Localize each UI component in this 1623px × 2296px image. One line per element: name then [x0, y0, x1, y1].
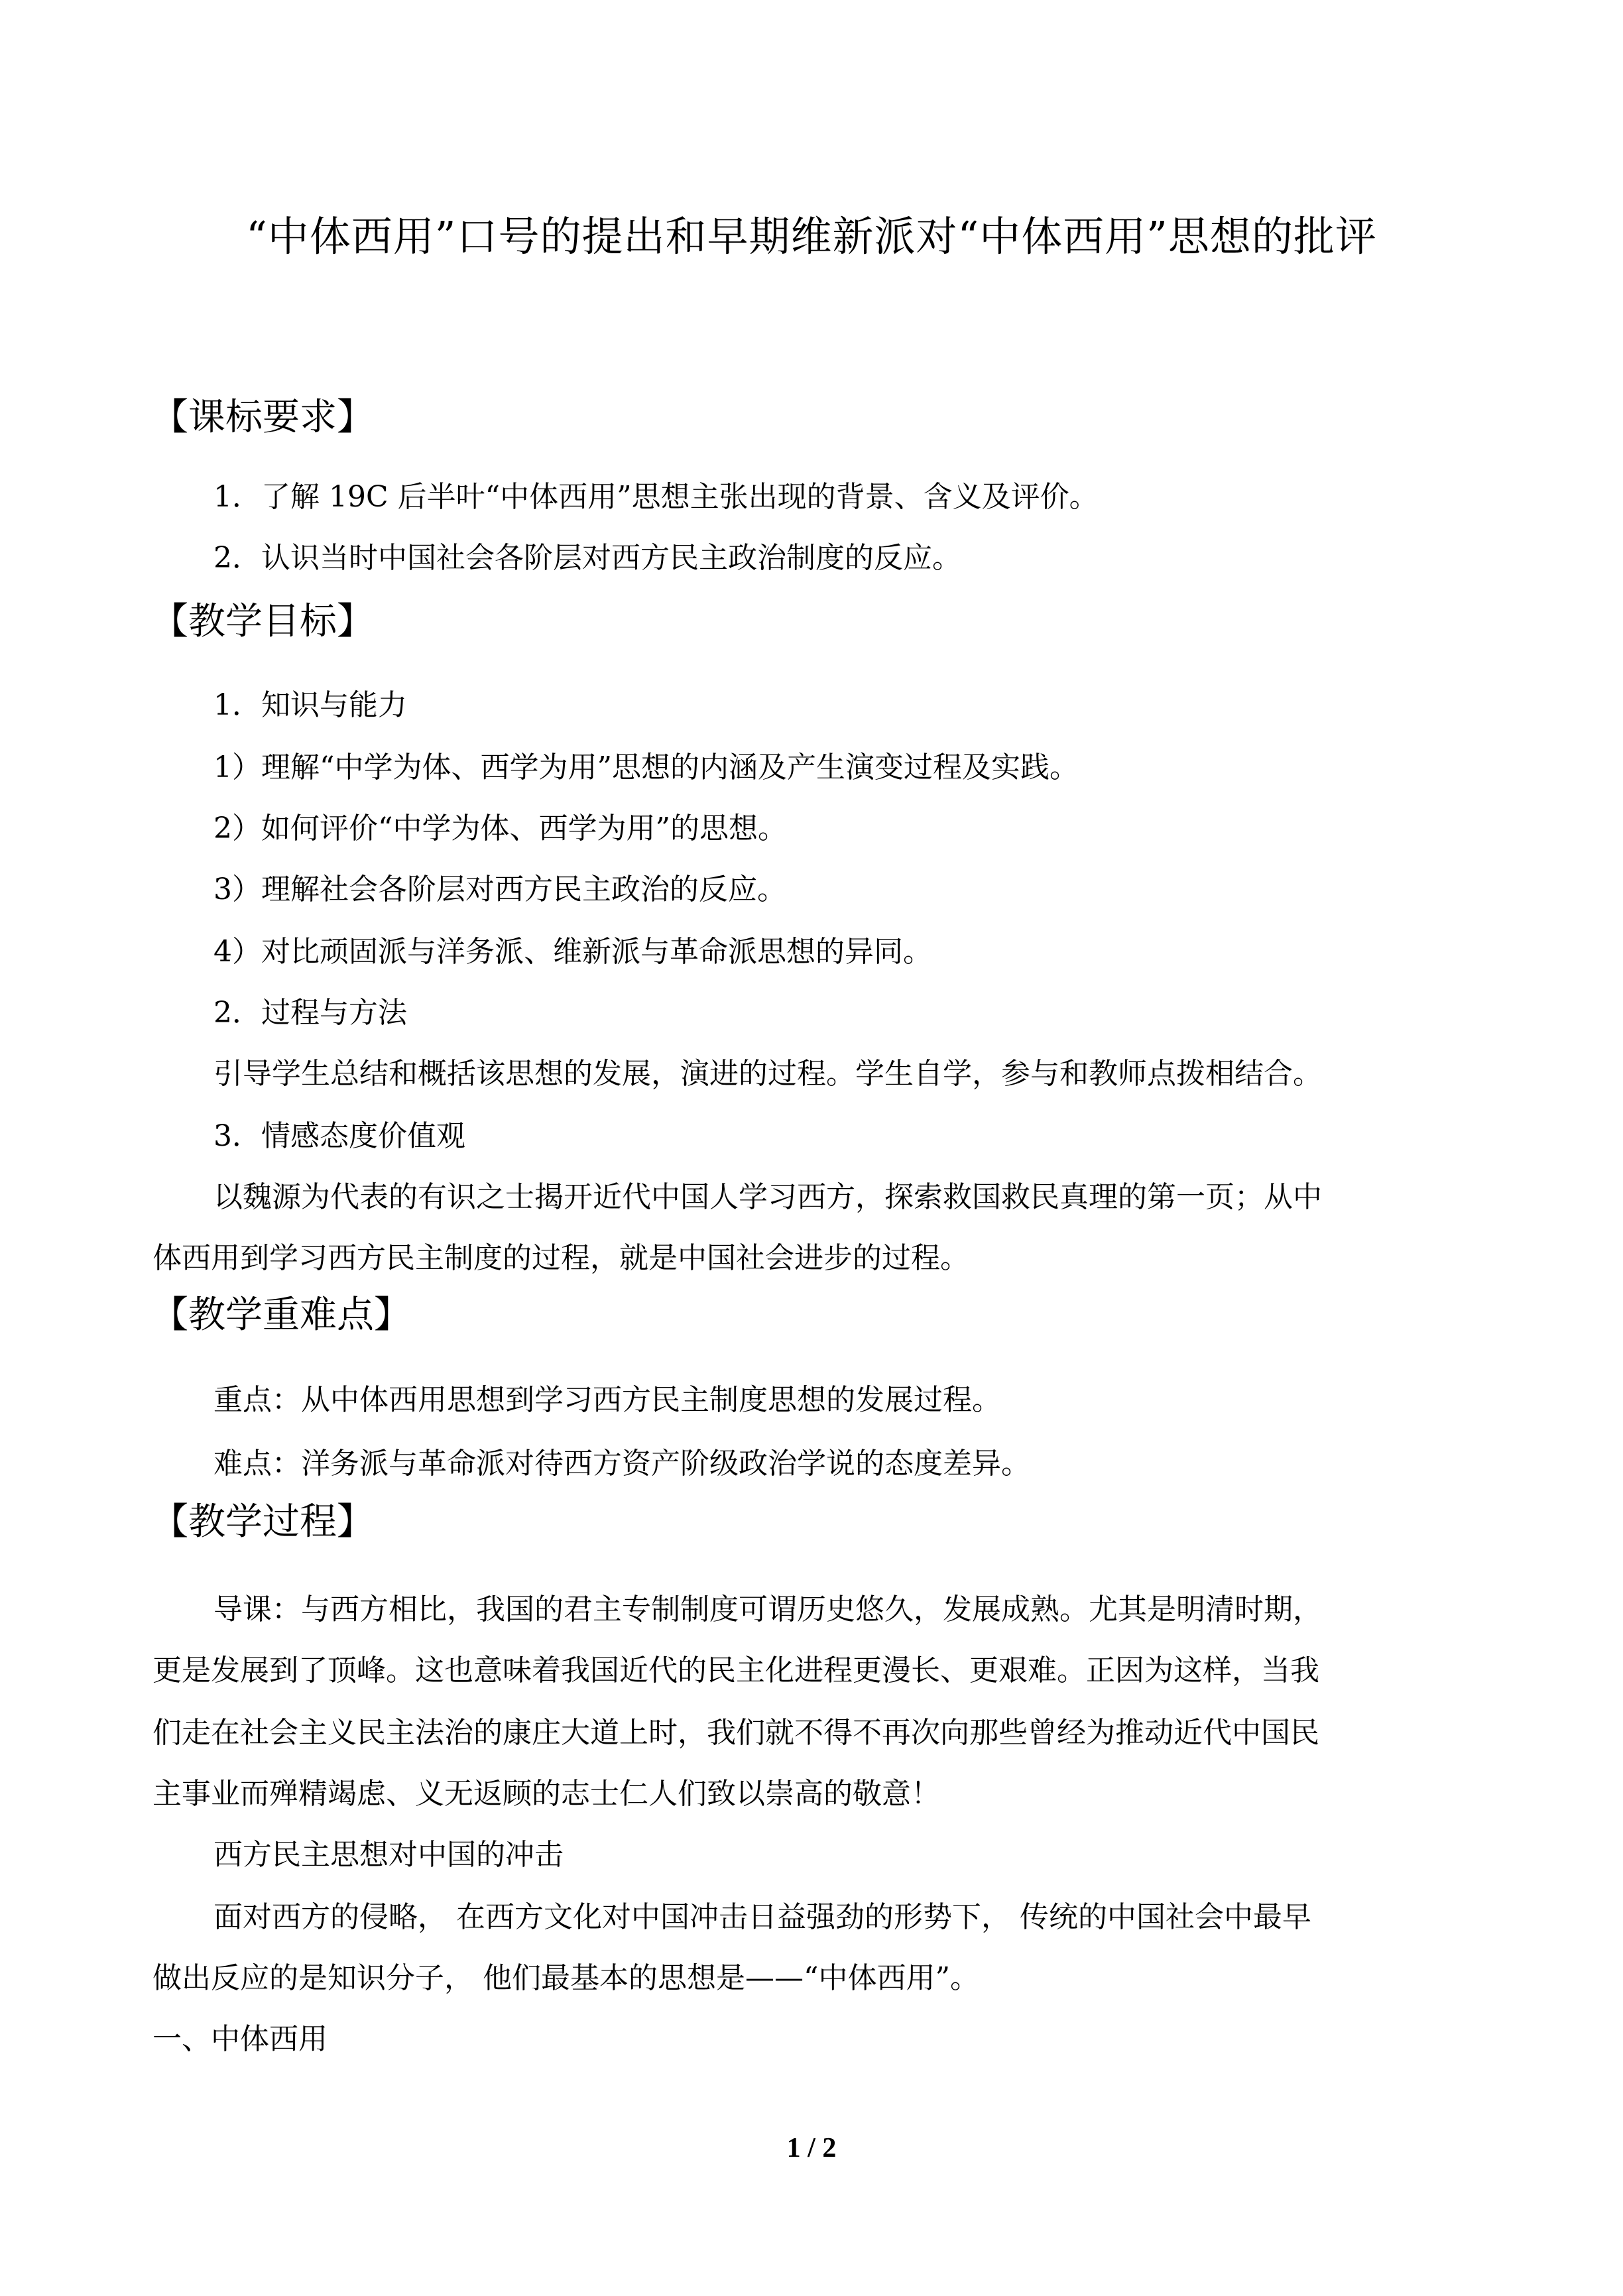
- objective-line: 1．知识与能力: [213, 688, 407, 722]
- objective-line: 3）理解社会各阶层对西方民主政治的反应。: [213, 873, 786, 906]
- page-number: 1 / 2: [786, 2133, 837, 2163]
- process-paragraph-line: 主事业而殚精竭虑、义无返顾的志士仁人们致以崇高的敬意！: [152, 1777, 940, 1811]
- objective-line: 3．情感态度价值观: [213, 1119, 465, 1153]
- process-paragraph-line: 做出反应的是知识分子， 他们最基本的思想是——“中体西用”。: [152, 1961, 979, 1995]
- section-heading-objectives: 【教学目标】: [151, 600, 374, 643]
- process-paragraph-line: 更是发展到了顶峰。这也意味着我国近代的民主化进程更漫长、更艰难。正因为这样，当我: [152, 1654, 1319, 1687]
- objective-line: 2．过程与方法: [213, 996, 407, 1030]
- page-title: “中体西用”口号的提出和早期维新派对“中体西用”思想的批评: [246, 212, 1377, 261]
- curriculum-item: 1．了解 19C 后半叶“中体西用”思想主张出现的背景、含义及评价。: [213, 480, 1099, 514]
- section-heading-curriculum: 【课标要求】: [151, 396, 374, 439]
- difficulty-line: 难点：洋务派与革命派对待西方资产阶级政治学说的态度差异。: [213, 1447, 1030, 1480]
- process-subheading: 西方民主思想对中国的冲击: [213, 1838, 564, 1872]
- key-point-line: 重点：从中体西用思想到学习西方民主制度思想的发展过程。: [213, 1383, 1001, 1417]
- section-heading-key-points: 【教学重难点】: [151, 1294, 411, 1337]
- objective-line: 2）如何评价“中学为体、西学为用”的思想。: [213, 812, 787, 845]
- process-paragraph-line: 导课：与西方相比，我国的君主专制制度可谓历史悠久，发展成熟。尤其是明清时期，: [213, 1593, 1322, 1626]
- objective-line: 以魏源为代表的有识之士揭开近代中国人学习西方，探索救国救民真理的第一页；从中: [213, 1180, 1322, 1214]
- curriculum-item: 2．认识当时中国社会各阶层对西方民主政治制度的反应。: [213, 541, 961, 575]
- section-heading-process: 【教学过程】: [151, 1500, 374, 1543]
- process-paragraph-line: 面对西方的侵略， 在西方文化对中国冲击日益强劲的形势下， 传统的中国社会中最早: [213, 1900, 1311, 1934]
- process-paragraph-line: 们走在社会主义民主法治的康庄大道上时，我们就不得不再次向那些曾经为推动近代中国民: [152, 1716, 1319, 1750]
- process-subsection-heading: 一、中体西用: [152, 2022, 328, 2056]
- objective-line: 引导学生总结和概括该思想的发展，演进的过程。学生自学，参与和教师点拨相结合。: [213, 1057, 1322, 1091]
- objective-line: 1）理解“中学为体、西学为用”思想的内涵及产生演变过程及实践。: [213, 751, 1079, 784]
- objective-line: 4）对比顽固派与洋务派、维新派与革命派思想的异同。: [213, 935, 932, 969]
- objective-line: 体西用到学习西方民主制度的过程，就是中国社会进步的过程。: [152, 1241, 969, 1275]
